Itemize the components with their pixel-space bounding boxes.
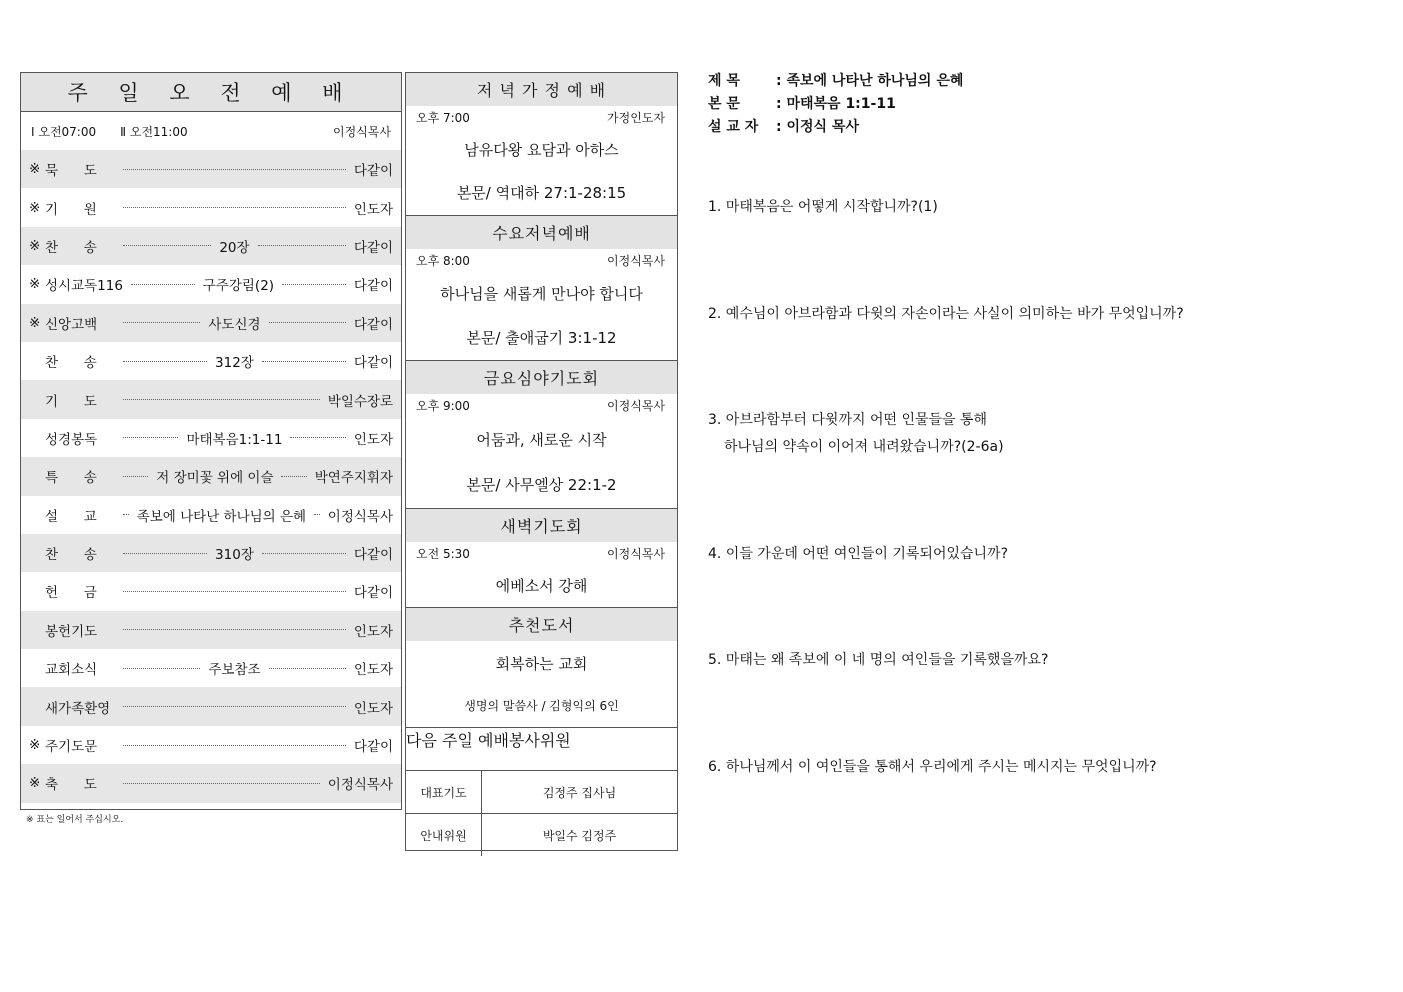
order-row: [21, 304, 401, 342]
question-1: 1. 마태복음은 어떻게 시작합니까?(1): [708, 199, 938, 215]
order-content: 312장: [215, 355, 254, 372]
weekly-services-box: [405, 72, 678, 851]
book-author: 생명의 말씀사 / 김형익의 6인: [464, 698, 619, 713]
order-row: [21, 726, 401, 764]
dawn-topic: 에베소서 강해: [495, 576, 588, 595]
order-label: 성경봉독: [45, 431, 98, 448]
role-cell: 대표기도: [406, 771, 482, 814]
first-service-time: Ⅰ 오전07:00: [31, 124, 97, 139]
dotted-leader: [269, 322, 346, 323]
order-content: 저 장미꽃 위에 이슬: [156, 470, 274, 487]
order-leader: 다같이: [353, 239, 394, 256]
order-leader: 다같이: [353, 547, 393, 564]
order-leader: 인도자: [353, 700, 393, 717]
sermon-preacher: : 이정식 목사: [776, 119, 859, 135]
dotted-leader: [123, 245, 211, 246]
dotted-leader: [123, 399, 320, 400]
evening-family-meta: [406, 106, 677, 128]
stand-mark: ※: [29, 199, 41, 216]
dotted-leader: [282, 284, 346, 285]
dotted-leader: [123, 437, 178, 438]
wednesday-title: 수요저녁예배: [406, 216, 677, 249]
service-preacher: 이정식목사: [333, 124, 391, 139]
book-title: 회복하는 교회: [495, 654, 588, 673]
next-week-title: 다음 주일 예배봉사위원: [406, 728, 677, 770]
sermon-preacher-label: 설 교 자: [708, 119, 759, 135]
order-row: [21, 572, 401, 610]
evening-family-title: 저 녁 가 정 예 배: [406, 73, 677, 106]
order-leader: 다같이: [353, 355, 393, 372]
order-label: 축 도: [45, 777, 97, 794]
dotted-leader: [123, 629, 346, 630]
order-label: 묵 도: [45, 163, 97, 180]
order-row: [21, 419, 401, 457]
dotted-leader: [123, 553, 207, 554]
order-leader: 인도자: [353, 431, 394, 448]
order-content: 20장: [219, 239, 250, 256]
order-row: [21, 227, 401, 265]
order-label: 찬 송: [45, 355, 97, 372]
order-label: 헌 금: [45, 585, 97, 602]
friday-meta: [406, 394, 677, 416]
sermon-title-row: [708, 70, 963, 93]
role-cell: 안내위원: [406, 814, 482, 857]
order-content: 족보에 나타난 하나님의 은혜: [136, 508, 307, 525]
question-6: 6. 하나님께서 이 여인들을 통해서 우리에게 주시는 메시지는 무엇입니까?: [708, 759, 1157, 775]
friday-leader: 이정식목사: [607, 398, 665, 413]
order-leader: 인도자: [353, 201, 393, 218]
order-row: [21, 188, 401, 226]
order-content: 사도신경: [208, 316, 261, 333]
second-service-time: Ⅱ 오전11:00: [120, 124, 188, 139]
dotted-leader: [123, 745, 346, 746]
books-section: [406, 608, 677, 728]
order-row: [21, 150, 401, 188]
evening-family-text: 본문/ 역대하 27:1-28:15: [456, 183, 627, 202]
order-label: 기 원: [45, 201, 97, 218]
order-label: 신앙고백: [45, 316, 98, 333]
standing-note: ※ 표는 일어서 주십시오.: [26, 815, 124, 825]
next-week-section: [406, 728, 677, 850]
order-label: 찬 송: [45, 547, 97, 564]
dotted-leader: [123, 322, 200, 323]
order-row: [21, 649, 401, 687]
service-times: [21, 112, 401, 150]
order-row: [21, 265, 401, 303]
dotted-leader: [123, 476, 148, 477]
evening-family-topic: 남유다왕 요담과 아하스: [464, 140, 619, 159]
stand-mark: ※: [29, 161, 41, 178]
order-label: 설 교: [45, 508, 97, 525]
order-row: [21, 764, 401, 802]
stand-mark: ※: [29, 314, 41, 331]
dotted-leader: [123, 668, 200, 669]
dotted-leader: [123, 591, 346, 592]
friday-text: 본문/ 사무엘상 22:1-2: [466, 475, 617, 494]
order-label: 새가족환영: [45, 700, 111, 717]
wednesday-leader: 이정식목사: [607, 253, 665, 268]
sunday-service-box: [20, 72, 402, 810]
order-content: 구주강림(2): [202, 278, 275, 295]
dotted-leader: [269, 668, 346, 669]
sermon-title: : 족보에 나타난 하나님의 은혜: [776, 73, 964, 89]
order-label: 성시교독116: [45, 278, 123, 295]
order-content: 마태복음1:1-11: [186, 431, 283, 448]
order-leader: 박일수장로: [327, 393, 393, 410]
dotted-leader: [123, 361, 207, 362]
dotted-leader: [123, 514, 129, 515]
order-label: 기 도: [45, 393, 97, 410]
question-4: 4. 이들 가운데 어떤 여인들이 기록되어있습니까?: [708, 546, 1008, 562]
order-label: 특 송: [45, 470, 97, 487]
order-row: [21, 611, 401, 649]
sermon-text: : 마태복음 1:1-11: [776, 96, 896, 112]
friday-time: 오후 9:00: [416, 398, 470, 413]
dotted-leader: [123, 783, 320, 784]
order-row: [21, 534, 401, 572]
order-label: 교회소식: [45, 662, 98, 679]
dotted-leader: [123, 169, 346, 170]
sermon-preacher-row: [708, 116, 963, 139]
names-cell: 박일수 김정주: [482, 814, 678, 857]
dotted-leader: [262, 553, 346, 554]
stand-mark: ※: [29, 775, 41, 792]
order-row: [21, 380, 401, 418]
sermon-text-label: 본 문: [708, 96, 740, 112]
dawn-leader: 이정식목사: [607, 546, 665, 561]
friday-topic: 어둠과, 새로운 시작: [476, 430, 607, 449]
question-5: 5. 마태는 왜 족보에 이 네 명의 여인들을 기록했을까요?: [708, 652, 1049, 668]
wednesday-time: 오후 8:00: [416, 253, 470, 268]
friday-title: 금요심야기도회: [406, 361, 677, 394]
order-row: [21, 457, 401, 495]
books-title: 추천도서: [406, 608, 677, 641]
table-row: [406, 771, 677, 814]
order-content: 310장: [215, 547, 254, 564]
next-week-table: [406, 770, 677, 856]
order-content: 주보참조: [208, 662, 261, 679]
dawn-meta: [406, 542, 677, 564]
sermon-title-label: 제 목: [708, 73, 740, 89]
evening-family-section: [406, 73, 677, 216]
order-leader: 다같이: [353, 278, 394, 295]
order-leader: 다같이: [353, 585, 393, 602]
evening-family-leader: 가정인도자: [607, 110, 665, 125]
sermon-text-row: [708, 93, 963, 116]
order-label: 봉헌기도: [45, 623, 98, 640]
names-cell: 김정주 집사님: [482, 771, 678, 814]
dotted-leader: [281, 476, 306, 477]
dawn-time: 오전 5:30: [416, 546, 470, 561]
sermon-info: [708, 70, 963, 139]
stand-mark: ※: [29, 276, 41, 293]
order-leader: 인도자: [353, 623, 393, 640]
wednesday-meta: [406, 249, 677, 271]
dotted-leader: [262, 361, 346, 362]
dawn-section: [406, 509, 677, 608]
order-leader: 박연주지휘자: [314, 470, 394, 487]
order-leader: 이정식목사: [327, 777, 393, 794]
order-row: [21, 342, 401, 380]
dotted-leader: [123, 207, 346, 208]
order-leader: 다같이: [353, 163, 393, 180]
question-3: 3. 아브라함부터 다윗까지 어떤 인물들을 통해: [708, 412, 988, 428]
stand-mark: ※: [29, 237, 41, 254]
dotted-leader: [258, 245, 346, 246]
evening-family-time: 오후 7:00: [416, 110, 470, 125]
question-2: 2. 예수님이 아브라함과 다윗의 자손이라는 사실이 의미하는 바가 무엇입니까?: [708, 306, 1184, 322]
table-row: [406, 814, 677, 857]
order-leader: 다같이: [353, 739, 393, 756]
order-label: 찬 송: [45, 239, 97, 256]
order-leader: 이정식목사: [327, 508, 393, 525]
order-row: [21, 687, 401, 725]
wednesday-text: 본문/ 출애굽기 3:1-12: [466, 328, 617, 347]
dotted-leader: [314, 514, 320, 515]
sunday-service-title: 주 일 오 전 예 배: [21, 73, 401, 112]
order-leader: 인도자: [353, 662, 394, 679]
order-row: [21, 496, 401, 534]
dotted-leader: [131, 284, 195, 285]
stand-mark: ※: [29, 737, 41, 754]
wednesday-topic: 하나님을 새롭게 만나야 합니다: [440, 284, 643, 303]
dotted-leader: [290, 437, 345, 438]
question-3-continued: 하나님의 약속이 이어져 내려왔습니까?(2-6a): [724, 439, 1004, 455]
order-of-worship: [21, 150, 401, 803]
wednesday-section: [406, 216, 677, 361]
friday-section: [406, 361, 677, 509]
order-leader: 다같이: [353, 316, 394, 333]
dotted-leader: [123, 706, 346, 707]
order-label: 주기도문: [45, 739, 98, 756]
dawn-title: 새벽기도회: [406, 509, 677, 542]
